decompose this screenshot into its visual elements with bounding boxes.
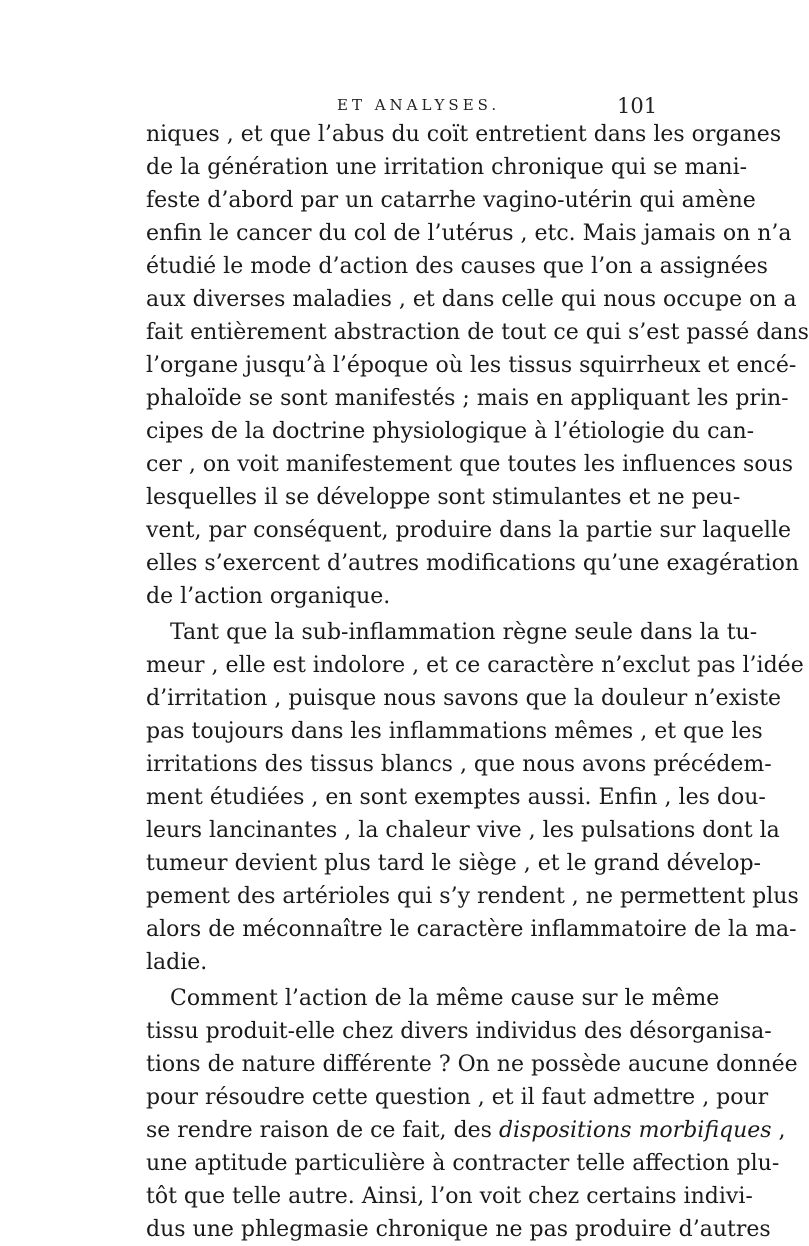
text-line: dus une phlegmasie chronique ne pas produire d’autres xyxy=(146,1217,771,1242)
text-line-with-italic xyxy=(146,1114,786,1147)
text-line: tumeur devient plus tard le siège , et le grand dévelop- xyxy=(146,851,761,876)
page-number: 101 xyxy=(617,94,658,118)
text-line: tions de nature différente ? On ne possède aucune donnée xyxy=(146,1052,798,1077)
paragraph-start-line: Comment l’action de la même cause sur le même xyxy=(170,986,720,1011)
text-line: pour résoudre cette question , et il faut admettre , pour xyxy=(146,1085,769,1110)
text-line: tôt que telle autre. Ainsi, l’on voit chez certains indivi- xyxy=(146,1184,753,1209)
text-line: d’irritation , puisque nous savons que la douleur n’existe xyxy=(146,686,782,711)
text-line: l’organe jusqu’à l’époque où les tissus squirrheux et encé- xyxy=(146,353,797,378)
text-line: une aptitude particulière à contracter telle affection plu- xyxy=(146,1151,780,1176)
text-line: tissu produit-elle chez divers individus des désorganisa- xyxy=(146,1019,772,1044)
text-segment: se rendre raison de ce fait, des xyxy=(146,1118,499,1143)
text-line: irritations des tissus blancs , que nous avons précédem- xyxy=(146,752,772,777)
text-line: aux diverses maladies , et dans celle qui nous occupe on a xyxy=(146,287,797,312)
text-line: vent, par conséquent, produire dans la partie sur laquelle xyxy=(146,518,792,543)
text-line: niques , et que l’abus du coït entretient dans les organes xyxy=(146,122,782,147)
text-line: fait entièrement abstraction de tout ce qui s’est passé dans xyxy=(146,320,809,345)
text-line: pas toujours dans les inflammations mêmes , et que les xyxy=(146,719,763,744)
text-line: feste d’abord par un catarrhe vagino-utérin qui amène xyxy=(146,188,756,213)
text-line: pement des artérioles qui s’y rendent , ne permettent plus xyxy=(146,884,799,909)
text-line: meur , elle est indolore , et ce caractère n’exclut pas l’idée xyxy=(146,653,804,678)
text-line: elles s’exercent d’autres modifications qu’une exagération xyxy=(146,551,800,576)
text-line: cer , on voit manifestement que toutes les influences sous xyxy=(146,452,794,477)
text-line: ment étudiées , en sont exemptes aussi. Enfin , les dou- xyxy=(146,785,766,810)
text-line: lesquelles il se développe sont stimulantes et ne peu- xyxy=(146,485,741,510)
text-line: leurs lancinantes , la chaleur vive , les pulsations dont la xyxy=(146,818,780,843)
text-line: ladie. xyxy=(146,950,208,975)
text-segment: , xyxy=(771,1118,786,1143)
running-title: ET ANALYSES. xyxy=(337,96,501,114)
text-line: cipes de la doctrine physiologique à l’étiologie du can- xyxy=(146,419,755,444)
italic-phrase: dispositions morbifiques xyxy=(498,1118,772,1143)
text-line: phaloïde se sont manifestés ; mais en appliquant les prin- xyxy=(146,386,789,411)
text-line: de la génération une irritation chronique qui se mani- xyxy=(146,155,748,180)
text-line: étudié le mode d’action des causes que l’on a assignées xyxy=(146,254,768,279)
text-line: enfin le cancer du col de l’utérus , etc. Mais jamais on n’a xyxy=(146,221,792,246)
text-line: de l’action organique. xyxy=(146,584,391,609)
text-line: alors de méconnaître le caractère inflammatoire de la ma- xyxy=(146,917,797,942)
paragraph-start-line: Tant que la sub-inflammation règne seule dans la tu- xyxy=(170,620,758,645)
